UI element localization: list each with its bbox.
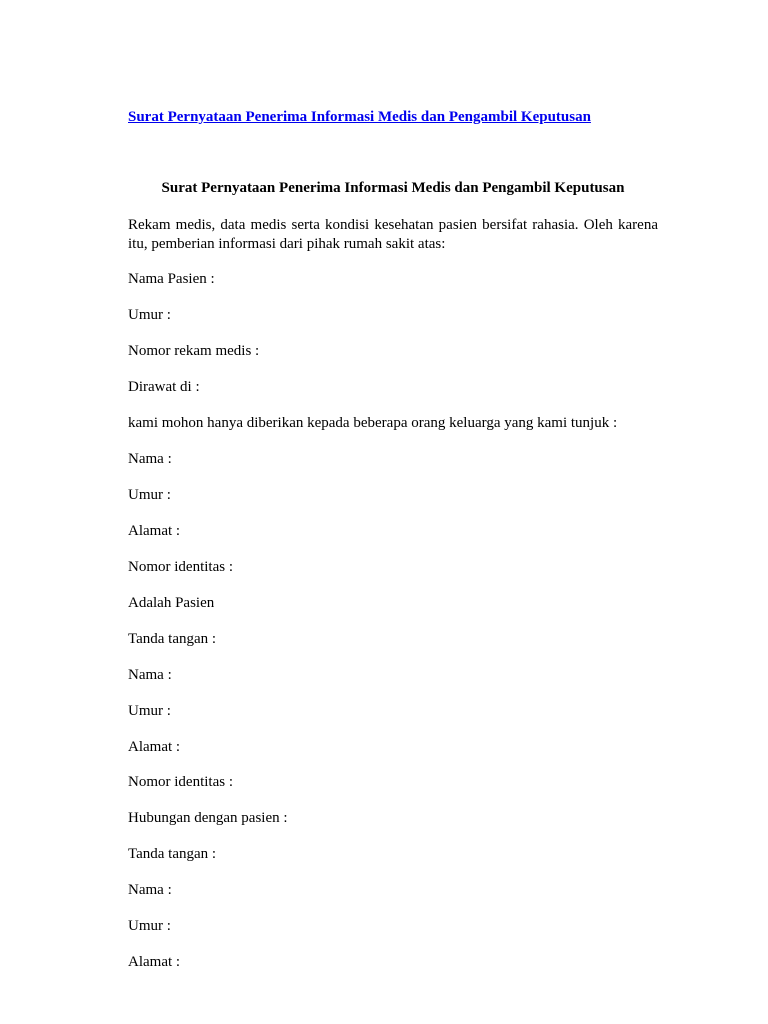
field-alamat-2: Alamat : bbox=[128, 739, 181, 755]
field-tanda-tangan-2: Tanda tangan : bbox=[128, 846, 217, 862]
field-umur-pasien: Umur : bbox=[128, 307, 171, 323]
field-alamat-1: Alamat : bbox=[128, 523, 181, 539]
field-nama-3: Nama : bbox=[128, 882, 172, 898]
field-umur-1: Umur : bbox=[128, 487, 171, 503]
field-nama-pasien: Nama Pasien : bbox=[128, 271, 215, 287]
request-statement: kami mohon hanya diberikan kepada beberapa orang keluarga yang kami tunjuk : bbox=[128, 415, 618, 431]
field-nama-1: Nama : bbox=[128, 451, 172, 467]
field-hubungan-pasien: Hubungan dengan pasien : bbox=[128, 810, 288, 826]
document-title-link[interactable]: Surat Pernyataan Penerima Informasi Medis dan Pengambil Keputusan bbox=[128, 109, 591, 125]
field-tanda-tangan-1: Tanda tangan : bbox=[128, 631, 217, 647]
field-nomor-identitas-2: Nomor identitas : bbox=[128, 774, 233, 790]
field-umur-2: Umur : bbox=[128, 703, 171, 719]
field-nomor-rekam-medis: Nomor rekam medis : bbox=[128, 343, 260, 359]
field-adalah-pasien: Adalah Pasien bbox=[128, 595, 215, 611]
field-dirawat-di: Dirawat di : bbox=[128, 379, 200, 395]
field-alamat-3: Alamat : bbox=[128, 954, 181, 970]
field-nomor-identitas-1: Nomor identitas : bbox=[128, 559, 233, 575]
field-nama-2: Nama : bbox=[128, 667, 172, 683]
intro-paragraph: Rekam medis, data medis serta kondisi kesehatan pasien bersifat rahasia. Oleh karena itu, pemberian informasi dari pihak rumah sakit atas: bbox=[128, 217, 658, 252]
document-heading: Surat Pernyataan Penerima Informasi Medis dan Pengambil Keputusan bbox=[161, 180, 625, 196]
field-umur-3: Umur : bbox=[128, 918, 171, 934]
